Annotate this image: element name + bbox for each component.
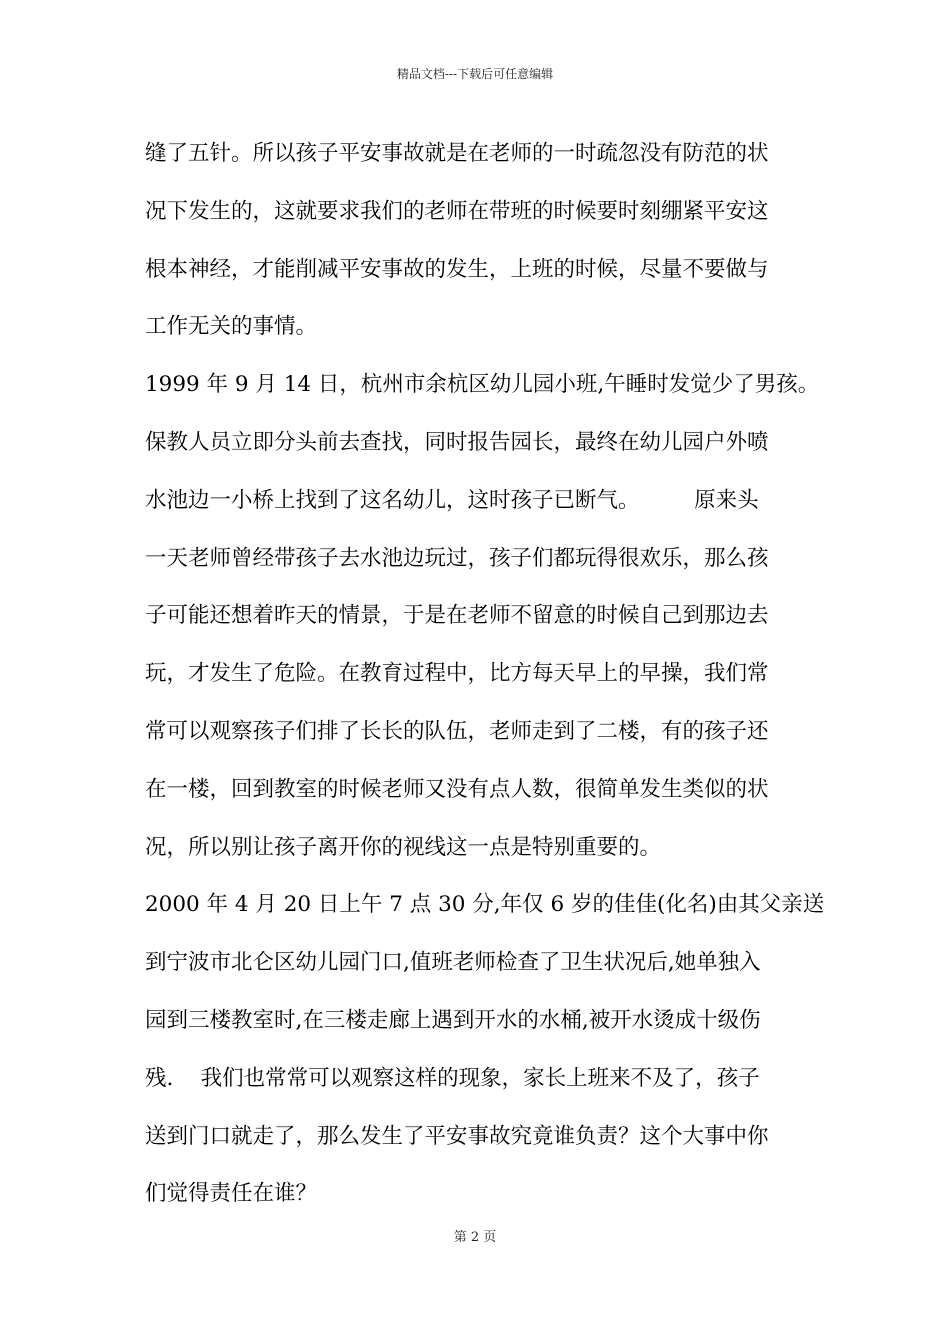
- text-line: 园到三楼教室时,在三楼走廊上遇到开水的水桶,被开水烫成十级伤: [145, 1007, 761, 1033]
- text-line: 到宁波市北仑区幼儿园门口,值班老师检查了卫生状况后,她单独入: [145, 950, 761, 976]
- text-line: 况，所以别让孩子离开你的视线这一点是特别重要的。: [145, 834, 662, 860]
- text-line: 缝了五针。所以孩子平安事故就是在老师的一时疏忽没有防范的状: [145, 141, 769, 166]
- text-line: 况下发生的，这就要求我们的老师在带班的时候要时刻绷紧平安这: [145, 198, 769, 224]
- text-line: 送到门口就走了，那么发生了平安事故究竟谁负责？这个大事中你: [145, 1123, 769, 1149]
- text-line: 玩，才发生了危险。在教育过程中，比方每天早上的早操，我们常: [145, 661, 769, 687]
- text-line: 保教人员立即分头前去查找，同时报告园长，最终在幼儿园户外喷: [145, 429, 769, 455]
- text-line: 在一楼，回到教室的时候老师又没有点人数，很简单发生类似的状: [145, 776, 769, 802]
- text-line: 一天老师曾经带孩子去水池边玩过，孩子们都玩得很欢乐，那么孩: [145, 545, 769, 571]
- text-line: 残. 我们也常常可以观察这样的现象，家长上班来不及了，孩子: [145, 1065, 760, 1091]
- text-line: 子可能还想着昨天的情景，于是在老师不留意的时候自己到那边去: [145, 603, 769, 629]
- page-number: 第 2 页: [453, 1230, 497, 1245]
- text-line: 1999 年 9 月 14 日，杭州市余杭区幼儿园小班,午睡时发觉少了男孩。: [145, 372, 820, 398]
- text-line: 水池边一小桥上找到了这名幼儿，这时孩子已断气。 原来头: [145, 487, 759, 513]
- text-line: 们觉得责任在谁？: [145, 1181, 318, 1207]
- text-line: 常可以观察孩子们排了长长的队伍，老师走到了二楼，有的孩子还: [145, 718, 769, 744]
- page-header: 精品文档---下载后可任意编辑: [396, 67, 554, 81]
- body-text: [145, 132, 835, 1230]
- text-line: 工作无关的事情。: [145, 314, 318, 340]
- text-line: 2000 年 4 月 20 日上午 7 点 30 分,年仅 6 岁的佳佳(化名)由其父亲送: [145, 892, 825, 918]
- text-line: 根本神经，才能削减平安事故的发生，上班的时候，尽量不要做与: [145, 256, 769, 282]
